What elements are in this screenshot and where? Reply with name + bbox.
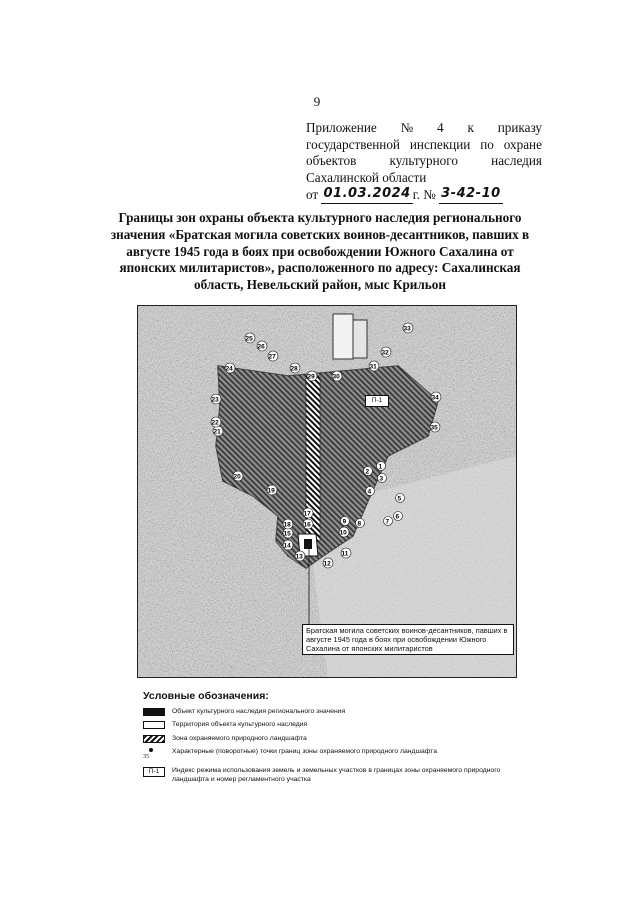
handwritten-date: 01.03.2024 — [321, 186, 412, 204]
legend-item-regulation-index: П-1 Индекс режима использования земель и земельных участков в границах зоны охраняемого природного ландшафта и номер регламентного участка — [143, 767, 523, 784]
aerial-map — [137, 305, 517, 678]
point-35: 35 — [430, 424, 438, 432]
point-5: 5 — [397, 495, 402, 503]
legend-item-landscape-zone: Зона охраняемого природного ландшафта — [143, 735, 523, 743]
handwritten-order-number: 3-42-10 — [439, 186, 503, 204]
point-18: 18 — [283, 521, 291, 529]
appendix-line-4: Сахалинской области — [306, 169, 427, 185]
point-27: 27 — [268, 353, 276, 361]
appendix-block — [306, 120, 542, 204]
black-swatch-icon — [143, 708, 165, 716]
boundary-point-icon: 35 — [143, 748, 165, 762]
hatch-swatch-icon — [143, 735, 165, 743]
map-svg — [138, 306, 516, 677]
point-15: 15 — [283, 530, 291, 538]
point-17: 17 — [303, 510, 311, 518]
document-title: Границы зон охраны объекта культурного наследия регионального значения «Братская могила советских воинов-десантников, павших в августе 1945 года в боях при освобождении Южного Сахалина от японских милитаристов», расположенного по адресу: Сахалинская область, Невельский район, мыс Крильон — [110, 210, 530, 293]
point-4: 4 — [367, 488, 372, 496]
map-callout: Братская могила советских воинов-десантников, павших в августе 1945 года в боях при освобождении Южного Сахалина от японских милитаристов — [302, 624, 514, 655]
lighthouse-building — [333, 314, 353, 359]
white-swatch-icon — [143, 721, 165, 729]
point-23: 23 — [211, 396, 219, 404]
point-11: 11 — [341, 550, 349, 558]
point-1: 1 — [378, 463, 383, 471]
point-29: 29 — [307, 373, 315, 381]
point-16: 16 — [303, 521, 311, 529]
point-3: 3 — [379, 475, 384, 483]
point-14: 14 — [283, 542, 291, 550]
point-28: 28 — [290, 365, 298, 373]
point-25: 25 — [245, 335, 253, 343]
appendix-line-2: государственной инспекции по охране — [306, 136, 542, 152]
point-31: 31 — [369, 363, 377, 371]
legend-item-object-territory: Территория объекта культурного наследия — [143, 721, 523, 729]
point-8: 8 — [357, 520, 362, 528]
point-30: 30 — [332, 373, 340, 381]
point-6: 6 — [395, 513, 400, 521]
regulation-zone-label: П-1 — [365, 395, 389, 407]
point-26: 26 — [257, 343, 265, 351]
heritage-object-mark — [304, 539, 312, 549]
point-12: 12 — [323, 560, 331, 568]
point-24: 24 — [225, 365, 233, 373]
point-21: 21 — [213, 428, 221, 436]
appendix-line-1: Приложение № 4 к приказу — [306, 120, 542, 135]
point-19: 19 — [267, 487, 275, 495]
point-32: 32 — [381, 349, 389, 357]
point-34: 34 — [431, 394, 439, 402]
point-9: 9 — [342, 518, 347, 526]
lighthouse-annex — [353, 320, 367, 358]
point-22: 22 — [211, 419, 219, 427]
legend-item-heritage-object: Объект культурного наследия регионального значения — [143, 708, 523, 716]
legend — [143, 690, 523, 789]
page-number: 9 — [313, 94, 321, 109]
point-2: 2 — [365, 468, 370, 476]
point-33: 33 — [403, 325, 411, 333]
appendix-line-3: объектов культурного наследия — [306, 153, 542, 168]
point-20: 20 — [233, 473, 241, 481]
point-13: 13 — [295, 553, 303, 561]
point-7: 7 — [385, 518, 390, 526]
point-10: 10 — [339, 529, 347, 537]
legend-title: Условные обозначения: — [143, 690, 269, 702]
legend-item-boundary-points: 35 Характерные (поворотные) точки границ зоны охраняемого природного ландшафта — [143, 748, 437, 761]
regulation-index-icon: П-1 — [143, 767, 165, 777]
order-signature-line: от 01.03.2024 г. № 3-42-10 — [306, 186, 501, 202]
